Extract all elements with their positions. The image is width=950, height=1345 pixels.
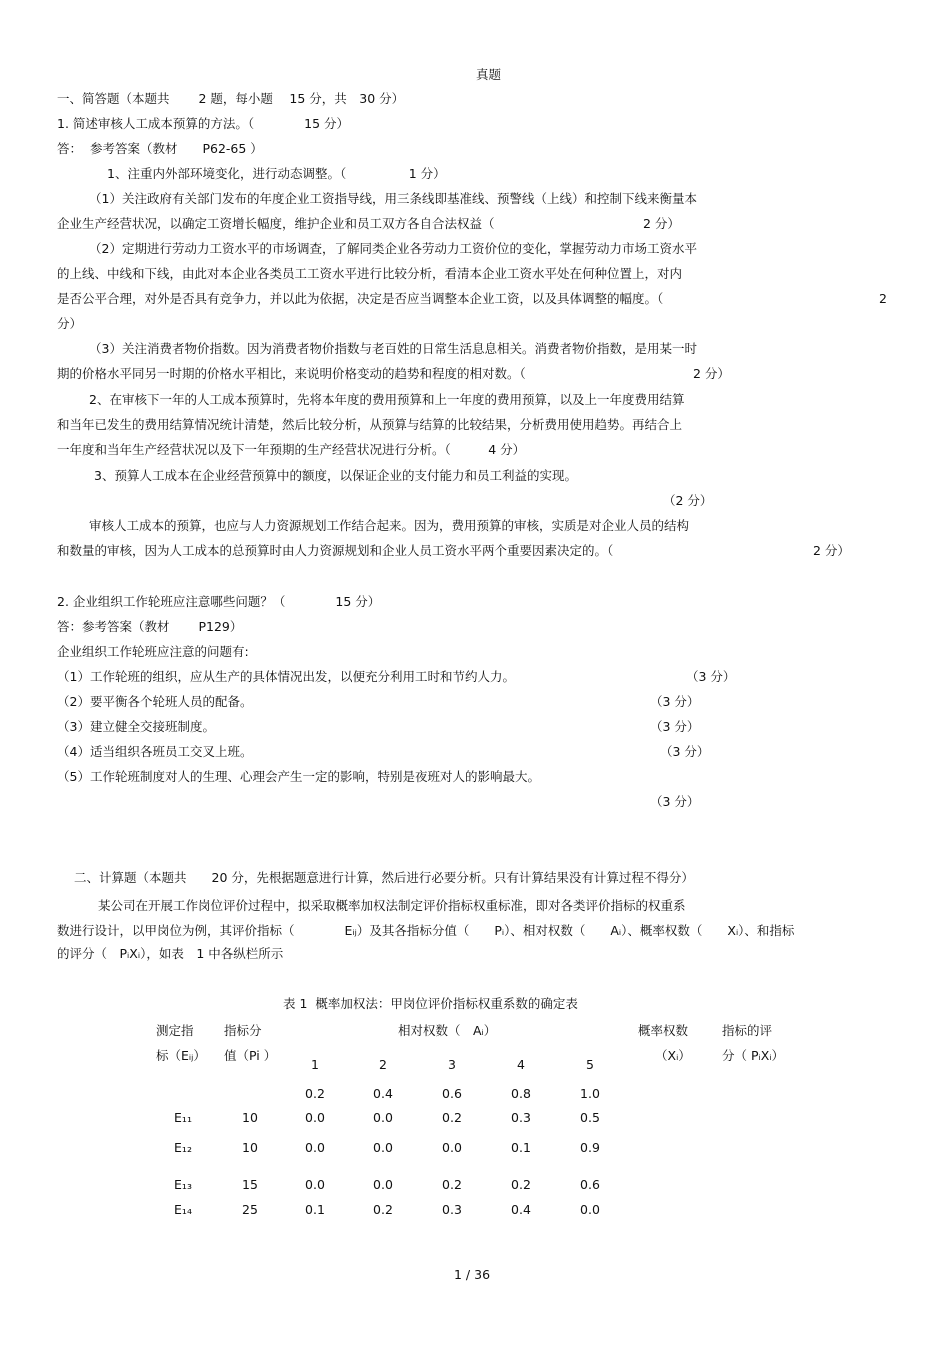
table-header: 概率权数	[638, 1023, 689, 1038]
relative-weight-value: 1.0	[580, 1086, 600, 1101]
relative-weight-column-number: 3	[448, 1057, 456, 1072]
answer-paragraph: 1、注重内外部环境变化，进行动态调整。（ 1 分）	[107, 166, 446, 181]
table-header: 指标的评	[722, 1023, 773, 1038]
score-label: （3 分）	[650, 794, 700, 809]
answer-paragraph: 的上线、中线和下线，由此对本企业各类员工工资水平进行比较分析，看清本企业工资水平处在何种位置上，对内	[57, 266, 683, 281]
table-cell: 0.4	[511, 1202, 531, 1217]
question-2: 2. 企业组织工作轮班应注意哪些问题？（ 15 分）	[57, 594, 381, 609]
answer-paragraph: 2、在审核下一年的人工成本预算时，先将本年度的费用预算和上一年度的费用预算，以及上一年度费用结算	[89, 392, 685, 407]
table-row-indicator: E₁₄	[174, 1202, 192, 1217]
relative-weight-value: 0.6	[442, 1086, 462, 1101]
table-cell: 0.3	[511, 1110, 531, 1125]
score-label: 分）	[57, 316, 83, 331]
table-cell: 0.3	[442, 1202, 462, 1217]
section-heading: 二、计算题（本题共 20 分，先根据题意进行计算，然后进行必要分析。只有计算结果没有计算过程不得分）	[74, 870, 694, 885]
table-row-score: 10	[242, 1110, 258, 1125]
table-cell: 0.9	[580, 1140, 600, 1155]
section-heading: 一、简答题（本题共 2 题，每小题 15 分，共 30 分）	[57, 91, 405, 106]
score-label: （3 分）	[650, 719, 700, 734]
score-label: 2 分）	[813, 543, 850, 558]
answer-paragraph: （2）定期进行劳动力工资水平的市场调查，了解同类企业各劳动力工资价位的变化，掌握劳动力市场工资水平	[89, 241, 697, 256]
problem-paragraph: 数进行设计，以甲岗位为例，其评价指标（ Eᵢⱼ）及其各指标分值（ Pᵢ）、相对权数（ Aᵢ）、概率权数（ Xᵢ）、和指标	[57, 923, 795, 938]
table-cell: 0.0	[373, 1140, 393, 1155]
answer-label: 答： 参考答案（教材 P62-65 ）	[57, 141, 263, 156]
relative-weight-value: 0.4	[373, 1086, 393, 1101]
table-cell: 0.2	[442, 1110, 462, 1125]
answer-paragraph: （1）关注政府有关部门发布的年度企业工资指导线，用三条线即基准线、预警线（上线）和控制下线来衡量本	[89, 191, 697, 206]
table-cell: 0.1	[511, 1140, 531, 1155]
table-cell: 0.5	[580, 1110, 600, 1125]
table-cell: 0.0	[442, 1140, 462, 1155]
table-header: （Xᵢ）	[655, 1048, 691, 1063]
page-number: 1 / 36	[454, 1267, 491, 1282]
score-label: （3 分）	[686, 669, 736, 684]
score-label: （3 分）	[650, 694, 700, 709]
table-caption: 表 1 概率加权法：甲岗位评价指标权重系数的确定表	[283, 996, 578, 1011]
table-cell: 0.2	[373, 1202, 393, 1217]
relative-weight-value: 0.8	[511, 1086, 531, 1101]
table-cell: 0.0	[580, 1202, 600, 1217]
table-row-score: 10	[242, 1140, 258, 1155]
list-item: （5）工作轮班制度对人的生理、心理会产生一定的影响，特别是夜班对人的影响最大。	[57, 769, 540, 784]
answer-paragraph: 和数量的审核，因为人工成本的总预算时由人力资源规划和企业人员工资水平两个重要因素决定的。（	[57, 543, 614, 558]
table-cell: 0.2	[511, 1177, 531, 1192]
table-cell: 0.0	[305, 1140, 325, 1155]
table-cell: 0.2	[442, 1177, 462, 1192]
table-cell: 0.0	[305, 1177, 325, 1192]
table-row-indicator: E₁₂	[174, 1140, 192, 1155]
table-cell: 0.0	[373, 1177, 393, 1192]
problem-paragraph: 某公司在开展工作岗位评价过程中，拟采取概率加权法制定评价指标权重标准，即对各类评价指标的权重系	[98, 898, 686, 913]
table-row-indicator: E₁₁	[174, 1110, 192, 1125]
table-row-score: 15	[242, 1177, 258, 1192]
table-header: 相对权数（ Aᵢ）	[398, 1023, 497, 1038]
answer-paragraph: 一年度和当年生产经营状况以及下一年预期的生产经营状况进行分析。（ 4 分）	[57, 442, 526, 457]
table-header: 测定指	[156, 1023, 194, 1038]
question-1: 1. 简述审核人工成本预算的方法。（ 15 分）	[57, 116, 350, 131]
list-item: （4）适当组织各班员工交叉上班。	[57, 744, 253, 759]
table-header: 指标分	[224, 1023, 262, 1038]
answer-paragraph: 企业生产经营状况，以确定工资增长幅度，维护企业和员工双方各自合法权益（	[57, 216, 495, 231]
table-row-indicator: E₁₃	[174, 1177, 192, 1192]
score-label: 2 分）	[693, 366, 730, 381]
answer-paragraph: （3）关注消费者物价指数。因为消费者物价指数与老百姓的日常生活息息相关。消费者物价指数，是用某一时	[89, 341, 697, 356]
table-row-score: 25	[242, 1202, 258, 1217]
relative-weight-column-number: 2	[379, 1057, 387, 1072]
answer-paragraph: 企业组织工作轮班应注意的问题有:	[57, 644, 249, 659]
list-item: （1）工作轮班的组织，应从生产的具体情况出发，以便充分利用工时和节约人力。	[57, 669, 515, 684]
relative-weight-column-number: 4	[517, 1057, 525, 1072]
relative-weight-column-number: 5	[586, 1057, 594, 1072]
problem-paragraph: 的评分（ PᵢXᵢ），如表 1 中各纵栏所示	[57, 946, 284, 961]
page-title: 真题	[476, 67, 502, 82]
score-label: 2 分）	[643, 216, 680, 231]
score-label: （2 分）	[663, 493, 713, 508]
relative-weight-column-number: 1	[311, 1057, 319, 1072]
table-header: 分（ PᵢXᵢ）	[722, 1048, 785, 1063]
table-cell: 0.0	[373, 1110, 393, 1125]
table-header: 标（Eᵢⱼ）	[156, 1048, 206, 1063]
list-item: （3）建立健全交接班制度。	[57, 719, 215, 734]
list-item: （2）要平衡各个轮班人员的配备。	[57, 694, 253, 709]
score-label: 2	[879, 291, 887, 306]
table-cell: 0.0	[305, 1110, 325, 1125]
answer-label: 答：参考答案（教材 P129）	[57, 619, 243, 634]
answer-paragraph: 期的价格水平同另一时期的价格水平相比，来说明价格变动的趋势和程度的相对数。（	[57, 366, 526, 381]
answer-paragraph: 3、预算人工成本在企业经营预算中的额度，以保证企业的支付能力和员工利益的实现。	[94, 468, 577, 483]
table-cell: 0.1	[305, 1202, 325, 1217]
relative-weight-value: 0.2	[305, 1086, 325, 1101]
table-cell: 0.6	[580, 1177, 600, 1192]
answer-paragraph: 和当年已发生的费用结算情况统计清楚，然后比较分析，从预算与结算的比较结果，分析费用使用趋势。再结合上	[57, 417, 683, 432]
answer-paragraph: 审核人工成本的预算，也应与人力资源规划工作结合起来。因为，费用预算的审核，实质是对企业人员的结构	[89, 518, 690, 533]
table-header: 值（Pi ）	[224, 1048, 277, 1063]
score-label: （3 分）	[660, 744, 710, 759]
answer-paragraph: 是否公平合理，对外是否具有竞争力，并以此为依据，决定是否应当调整本企业工资，以及具体调整的幅度。（	[57, 291, 664, 306]
